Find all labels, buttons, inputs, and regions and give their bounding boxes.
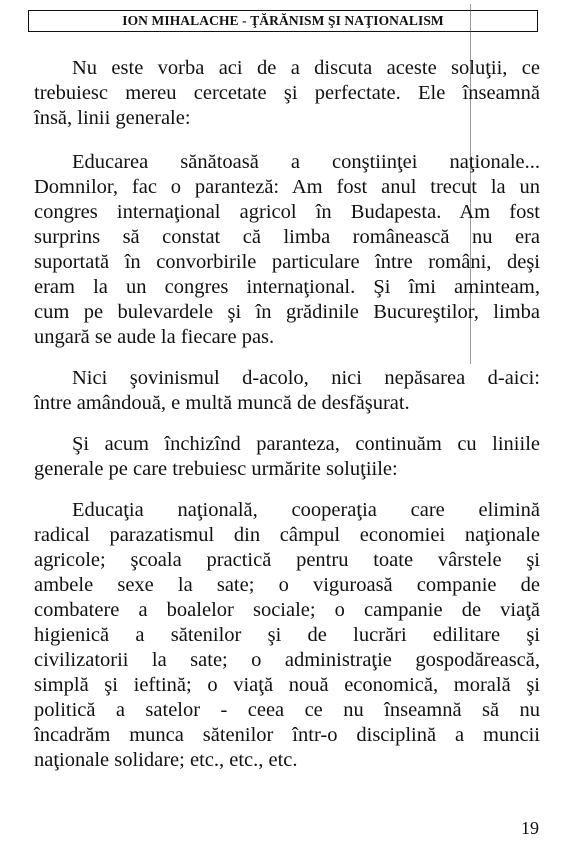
text-line: agricole; şcoala practică pentru toate vârstele şi: [34, 549, 540, 571]
text-line: trebuiesc mereu cercetate şi perfectate. Ele înseamnă: [34, 82, 540, 104]
text-line: Şi acum închizînd paranteza, continuăm cu liniile: [72, 433, 540, 455]
text-line: civilizatorii la sate; o administraţie gospodărească,: [34, 649, 540, 671]
running-title: ION MIHALACHE - ŢĂRĂNISM ŞI NAŢIONALISM: [122, 13, 444, 28]
text-line: însă, linii generale:: [34, 107, 191, 129]
body-text: [34, 56, 540, 773]
text-line: eram la un congres internaţional. Şi îmi aminteam,: [34, 276, 540, 298]
text-line: între amândouă, e multă muncă de desfăşurat.: [34, 392, 410, 414]
paragraph: [34, 56, 540, 131]
paragraph: [34, 432, 540, 482]
text-line: higienică a sătenilor şi de lucrări edilitare şi: [34, 624, 540, 646]
text-line: surprins să constat că limba românească nu era: [34, 226, 540, 248]
page-number: 19: [521, 818, 539, 838]
text-line: congres internaţional agricol în Budapesta. Am fost: [34, 201, 540, 223]
text-line: Nici şovinismul d-acolo, nici nepăsarea d-aici:: [72, 367, 540, 389]
text-line: ambele sexe la sate; o viguroasă companie de: [34, 574, 540, 596]
text-line: combatere a boalelor sociale; o campanie de viaţă: [34, 599, 540, 621]
running-header: [28, 10, 538, 32]
paragraph: [34, 498, 540, 773]
text-line: Nu este vorba aci de a discuta aceste soluţii, ce: [72, 57, 540, 79]
text-line: radical parazatismul din câmpul economiei naţionale: [34, 524, 540, 546]
text-line: cum pe bulevardele şi în grădinile Bucureştilor, limba: [34, 301, 540, 323]
text-line: Domnilor, fac o paranteză: Am fost anul trecut la un: [34, 176, 540, 198]
text-line: politică a satelor - ceea ce nu înseamnă să nu: [34, 699, 540, 721]
text-line: Educaţia naţională, cooperaţia care elimină: [72, 499, 540, 521]
paragraph: [34, 366, 540, 416]
text-line: generale pe care trebuiesc urmărite soluţiile:: [34, 458, 398, 480]
paragraph: [34, 150, 540, 350]
text-line: Educarea sănătoasă a conştiinţei naţionale...: [72, 151, 540, 173]
text-line: naţionale solidare; etc., etc., etc.: [34, 749, 298, 771]
text-line: încadrăm munca sătenilor într-o disciplină a muncii: [34, 724, 540, 746]
text-line: ungară se aude la fiecare pas.: [34, 326, 275, 348]
text-line: simplă şi ieftină; o viaţă nouă economică, morală şi: [34, 674, 540, 696]
text-line: suportată în convorbirile particulare între români, deşi: [34, 251, 540, 273]
